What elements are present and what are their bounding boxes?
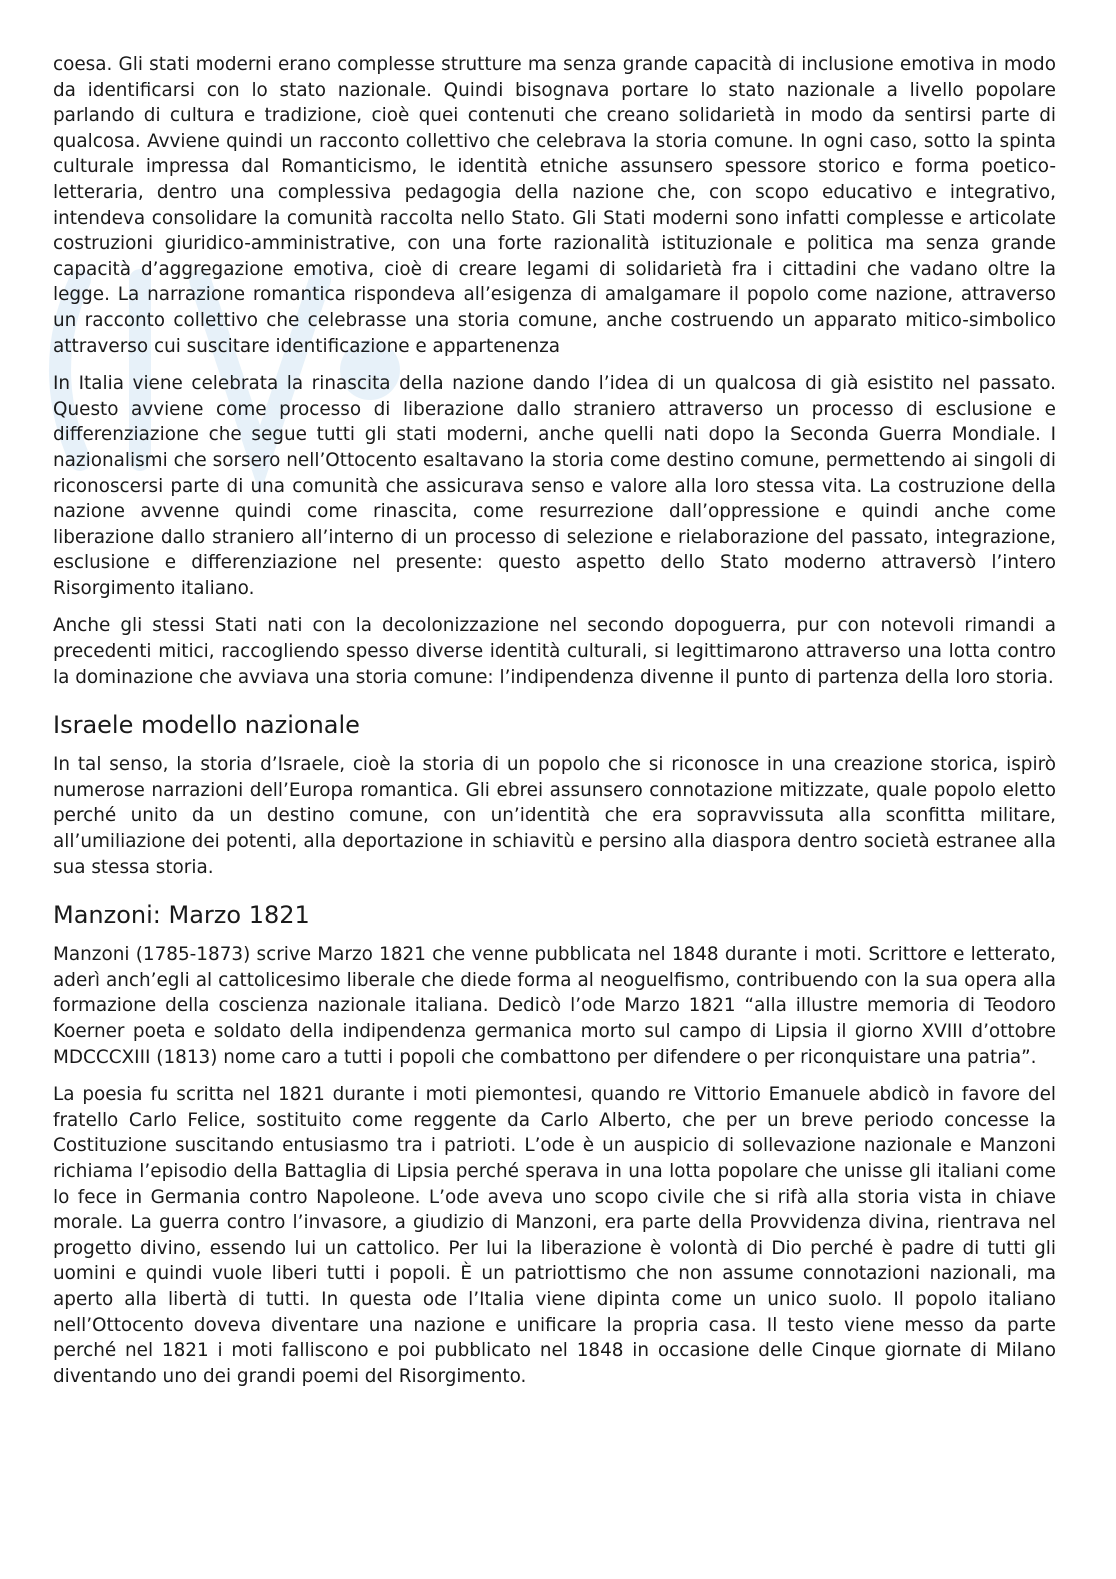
manzoni-paragraph-1: Manzoni (1785-1873) scrive Marzo 1821 che venne pubblicata nel 1848 durante i moti. Scrittore e letterato, aderì anch’egli al cattolicesimo liberale che diede forma al neoguelfismo, contribuendo con la sua opera alla formazione della coscienza nazionale italiana. Dedicò l’ode Marzo 1821 “alla illustre memoria di Teodoro Koerner poeta e soldato della indipendenza germanica morto sul campo di Lipsia il giorno XVIII d’ottobre MDCCCXIII (1813) nome caro a tutti i popoli che combattono per difendere o per riconquistare una patria”.: [53, 944, 1056, 1068]
intro-paragraph-2: In Italia viene celebrata la rinascita della nazione dando l’idea di un qualcosa di già esistito nel passato. Questo avviene come processo di liberazione dallo straniero attraverso un processo di esclusione e differenziazione che segue tutti gli stati moderni, anche quelli nati dopo la Seconda Guerra Mondiale. I nazionalismi che sorsero nell’Ottocento esaltavano la storia come destino comune, permettendo ai singoli di riconoscersi parte di una comunità che assicurava senso e valore alla loro stessa vita. La costruzione della nazione avvenne quindi come rinascita, come resurrezione dall’oppressione e quindi anche come liberazione dallo straniero all’interno di un processo di selezione e rielaborazione del passato, integrazione, esclusione e differenziazione nel presente: questo aspetto dello Stato moderno attraversò l’intero Risorgimento italiano.: [53, 373, 1056, 599]
manzoni-paragraph-2: La poesia fu scritta nel 1821 durante i moti piemontesi, quando re Vittorio Emanuele abdicò in favore del fratello Carlo Felice, sostituito come reggente da Carlo Alberto, che per un breve periodo concesse la Costituzione suscitando entusiasmo tra i patrioti. L’ode è un auspicio di sollevazione nazionale e Manzoni richiama l’episodio della Battaglia di Lipsia perché sperava in una lotta popolare che unisse gli italiani come lo fece in Germania contro Napoleone. L’ode aveva uno scopo civile che si rifà alla storia vista in chiave morale. La guerra contro l’invasore, a giudizio di Manzoni, era parte della Provvidenza divina, rientrava nel progetto divino, essendo lui un cattolico. Per lui la liberazione è volontà di Dio perché è padre di tutti gli uomini e quindi vuole liberi tutti i popoli. È un patriottismo che non assume connotazioni nazionali, ma aperto alla libertà di tutti. In questa ode l’Italia viene dipinta come un unico suolo. Il popolo italiano nell’Ottocento doveva diventare una nazione e unificare la propria casa. Il testo viene messo da parte perché nel 1821 i moti falliscono e poi pubblicato nel 1848 in occasione delle Cinque giornate di Milano diventando uno dei grandi poemi del Risorgimento.: [53, 1084, 1056, 1387]
intro-paragraph-1: coesa. Gli stati moderni erano complesse strutture ma senza grande capacità di inclusione emotiva in modo da identificarsi con lo stato nazionale. Quindi bisognava portare lo stato nazionale a livello popolare parlando di cultura e tradizione, cioè quei contenuti che creano solidarietà in modo da sentirsi parte di qualcosa. Avviene quindi un racconto collettivo che celebrava la storia comune. In ogni caso, sotto la spinta culturale impressa dal Romanticismo, le identità etniche assunsero spessore storico e forma poetico-letteraria, dentro una complessiva pedagogia della nazione che, con scopo educativo e integrativo, intendeva consolidare la comunità raccolta nello Stato. Gli Stati moderni sono infatti complesse e articolate costruzioni giuridico-amministrative, con una forte razionalità istituzionale e politica ma senza grande capacità d’aggregazione emotiva, cioè di creare legami di solidarietà fra i cittadini che vadano oltre la legge. La narrazione romantica rispondeva all’esigenza di amalgamare il popolo come nazione, attraverso un racconto collettivo che celebrasse una storia comune, anche costruendo un apparato mitico-simbolico attraverso cui suscitare identificazione e appartenenza: [53, 54, 1056, 357]
israele-paragraph: In tal senso, la storia d’Israele, cioè la storia di un popolo che si riconosce in una creazione storica, ispirò numerose narrazioni dell’Europa romantica. Gli ebrei assunsero connotazione mitizzate, quale popolo eletto perché unito da un destino comune, con un’identità che era sopravvissuta alla sconfitta militare, all’umiliazione dei potenti, alla deportazione in schiavitù e persino alla diaspora dentro società estranee alla sua stessa storia.: [53, 754, 1056, 878]
intro-paragraph-3: Anche gli stessi Stati nati con la decolonizzazione nel secondo dopoguerra, pur con notevoli rimandi a precedenti mitici, raccogliendo spesso diverse identità culturali, si legittimarono attraverso una lotta contro la dominazione che avviava una storia comune: l’indipendenza divenne il punto di partenza della loro storia.: [53, 615, 1056, 688]
section-heading-manzoni: Manzoni: Marzo 1821: [53, 901, 310, 930]
document-page: [53, 52, 1056, 1401]
section-heading-israele: Israele modello nazionale: [53, 711, 360, 740]
